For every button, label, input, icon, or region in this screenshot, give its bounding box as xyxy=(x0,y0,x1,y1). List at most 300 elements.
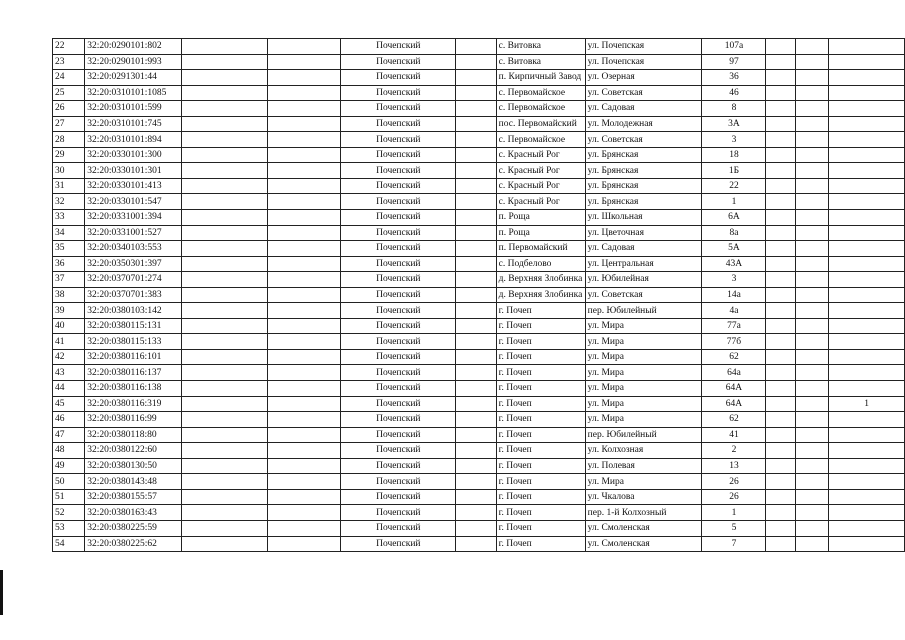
empty-cell xyxy=(182,474,268,490)
empty-cell xyxy=(796,85,829,101)
empty-cell xyxy=(456,101,497,117)
locality: п. Роща xyxy=(496,225,585,241)
flag-cell xyxy=(829,194,905,210)
cadastral-number: 32:20:0350301:397 xyxy=(85,256,182,272)
empty-cell xyxy=(182,536,268,552)
table-row xyxy=(53,412,905,428)
district: Почепский xyxy=(341,458,456,474)
house-number: 64А xyxy=(702,381,766,397)
cadastral-number: 32:20:0380116:138 xyxy=(85,381,182,397)
table-row xyxy=(53,256,905,272)
street: ул. Мира xyxy=(585,318,702,334)
cadastral-number: 32:20:0290101:802 xyxy=(85,39,182,55)
locality: г. Почеп xyxy=(496,349,585,365)
street: ул. Колхозная xyxy=(585,443,702,459)
house-number: 36 xyxy=(702,70,766,86)
flag-cell xyxy=(829,132,905,148)
empty-cell xyxy=(766,396,796,412)
cadastral-number: 32:20:0380143:48 xyxy=(85,474,182,490)
empty-cell xyxy=(796,147,829,163)
empty-cell xyxy=(766,225,796,241)
empty-cell xyxy=(268,39,341,55)
property-table xyxy=(52,38,905,552)
house-number: 8 xyxy=(702,101,766,117)
empty-cell xyxy=(456,272,497,288)
locality: г. Почеп xyxy=(496,474,585,490)
empty-cell xyxy=(268,116,341,132)
cadastral-number: 32:20:0330101:413 xyxy=(85,178,182,194)
empty-cell xyxy=(796,427,829,443)
flag-cell xyxy=(829,427,905,443)
empty-cell xyxy=(796,101,829,117)
locality: с. Первомайское xyxy=(496,101,585,117)
locality: с. Подбелово xyxy=(496,256,585,272)
house-number: 13 xyxy=(702,458,766,474)
empty-cell xyxy=(268,365,341,381)
empty-cell xyxy=(268,349,341,365)
locality: с. Витовка xyxy=(496,39,585,55)
empty-cell xyxy=(796,303,829,319)
row-number: 36 xyxy=(53,256,85,272)
empty-cell xyxy=(796,132,829,148)
house-number: 64А xyxy=(702,396,766,412)
empty-cell xyxy=(766,132,796,148)
empty-cell xyxy=(182,225,268,241)
flag-cell xyxy=(829,412,905,428)
empty-cell xyxy=(796,225,829,241)
row-number: 44 xyxy=(53,381,85,397)
empty-cell xyxy=(796,520,829,536)
street: пер. Юбилейный xyxy=(585,427,702,443)
flag-cell xyxy=(829,536,905,552)
empty-cell xyxy=(766,178,796,194)
empty-cell xyxy=(182,163,268,179)
empty-cell xyxy=(268,536,341,552)
street: ул. Почепская xyxy=(585,39,702,55)
locality: г. Почеп xyxy=(496,318,585,334)
district: Почепский xyxy=(341,365,456,381)
flag-cell xyxy=(829,39,905,55)
flag-cell xyxy=(829,520,905,536)
locality: г. Почеп xyxy=(496,427,585,443)
empty-cell xyxy=(766,349,796,365)
district: Почепский xyxy=(341,147,456,163)
house-number: 41 xyxy=(702,427,766,443)
district: Почепский xyxy=(341,412,456,428)
street: ул. Мира xyxy=(585,381,702,397)
empty-cell xyxy=(182,287,268,303)
empty-cell xyxy=(766,536,796,552)
empty-cell xyxy=(456,287,497,303)
flag-cell xyxy=(829,147,905,163)
empty-cell xyxy=(182,116,268,132)
empty-cell xyxy=(456,116,497,132)
row-number: 49 xyxy=(53,458,85,474)
locality: г. Почеп xyxy=(496,396,585,412)
empty-cell xyxy=(268,381,341,397)
district: Почепский xyxy=(341,225,456,241)
house-number: 26 xyxy=(702,474,766,490)
flag-cell xyxy=(829,381,905,397)
empty-cell xyxy=(796,412,829,428)
empty-cell xyxy=(268,163,341,179)
empty-cell xyxy=(182,427,268,443)
table-row xyxy=(53,132,905,148)
house-number: 77б xyxy=(702,334,766,350)
district: Почепский xyxy=(341,520,456,536)
cadastral-number: 32:20:0330101:300 xyxy=(85,147,182,163)
row-number: 46 xyxy=(53,412,85,428)
cadastral-number: 32:20:0310101:745 xyxy=(85,116,182,132)
locality: с. Красный Рог xyxy=(496,163,585,179)
district: Почепский xyxy=(341,54,456,70)
row-number: 30 xyxy=(53,163,85,179)
street: ул. Юбилейная xyxy=(585,272,702,288)
empty-cell xyxy=(766,318,796,334)
row-number: 38 xyxy=(53,287,85,303)
table-row xyxy=(53,318,905,334)
empty-cell xyxy=(182,85,268,101)
empty-cell xyxy=(268,85,341,101)
empty-cell xyxy=(182,147,268,163)
empty-cell xyxy=(766,39,796,55)
empty-cell xyxy=(456,396,497,412)
empty-cell xyxy=(268,443,341,459)
flag-cell xyxy=(829,318,905,334)
empty-cell xyxy=(456,365,497,381)
cadastral-number: 32:20:0340103:553 xyxy=(85,241,182,257)
empty-cell xyxy=(268,303,341,319)
empty-cell xyxy=(182,101,268,117)
table-row xyxy=(53,85,905,101)
house-number: 2 xyxy=(702,443,766,459)
empty-cell xyxy=(766,147,796,163)
cadastral-number: 32:20:0380116:137 xyxy=(85,365,182,381)
flag-cell xyxy=(829,210,905,226)
locality: г. Почеп xyxy=(496,334,585,350)
row-number: 22 xyxy=(53,39,85,55)
flag-cell xyxy=(829,272,905,288)
locality: г. Почеп xyxy=(496,412,585,428)
empty-cell xyxy=(182,381,268,397)
row-number: 24 xyxy=(53,70,85,86)
row-number: 48 xyxy=(53,443,85,459)
district: Почепский xyxy=(341,287,456,303)
table-row xyxy=(53,443,905,459)
row-number: 35 xyxy=(53,241,85,257)
locality: с. Первомайское xyxy=(496,132,585,148)
street: ул. Смоленская xyxy=(585,520,702,536)
empty-cell xyxy=(766,381,796,397)
empty-cell xyxy=(456,381,497,397)
house-number: 3 xyxy=(702,132,766,148)
house-number: 8а xyxy=(702,225,766,241)
empty-cell xyxy=(796,272,829,288)
flag-cell xyxy=(829,287,905,303)
empty-cell xyxy=(796,349,829,365)
empty-cell xyxy=(182,505,268,521)
district: Почепский xyxy=(341,163,456,179)
table-row xyxy=(53,101,905,117)
district: Почепский xyxy=(341,427,456,443)
empty-cell xyxy=(456,39,497,55)
empty-cell xyxy=(766,163,796,179)
cadastral-number: 32:20:0380155:57 xyxy=(85,489,182,505)
street: ул. Почепская xyxy=(585,54,702,70)
row-number: 54 xyxy=(53,536,85,552)
cadastral-number: 32:20:0380130:50 xyxy=(85,458,182,474)
empty-cell xyxy=(766,412,796,428)
flag-cell xyxy=(829,334,905,350)
cadastral-number: 32:20:0380103:142 xyxy=(85,303,182,319)
empty-cell xyxy=(796,443,829,459)
house-number: 1 xyxy=(702,194,766,210)
street: ул. Мира xyxy=(585,412,702,428)
empty-cell xyxy=(268,318,341,334)
cadastral-number: 32:20:0331001:394 xyxy=(85,210,182,226)
empty-cell xyxy=(182,412,268,428)
house-number: 22 xyxy=(702,178,766,194)
district: Почепский xyxy=(341,396,456,412)
flag-cell xyxy=(829,225,905,241)
street: пер. Юбилейный xyxy=(585,303,702,319)
house-number: 5А xyxy=(702,241,766,257)
locality: с. Первомайское xyxy=(496,85,585,101)
empty-cell xyxy=(268,225,341,241)
empty-cell xyxy=(796,287,829,303)
row-number: 37 xyxy=(53,272,85,288)
locality: г. Почеп xyxy=(496,505,585,521)
flag-cell xyxy=(829,116,905,132)
flag-cell xyxy=(829,178,905,194)
empty-cell xyxy=(268,272,341,288)
cadastral-number: 32:20:0330101:547 xyxy=(85,194,182,210)
table-row xyxy=(53,178,905,194)
empty-cell xyxy=(456,210,497,226)
table-row xyxy=(53,396,905,412)
cadastral-number: 32:20:0310101:599 xyxy=(85,101,182,117)
empty-cell xyxy=(268,396,341,412)
locality: г. Почеп xyxy=(496,489,585,505)
street: ул. Садовая xyxy=(585,101,702,117)
empty-cell xyxy=(766,365,796,381)
empty-cell xyxy=(456,303,497,319)
empty-cell xyxy=(456,536,497,552)
cadastral-number: 32:20:0380118:80 xyxy=(85,427,182,443)
district: Почепский xyxy=(341,334,456,350)
street: ул. Брянская xyxy=(585,178,702,194)
empty-cell xyxy=(766,272,796,288)
empty-cell xyxy=(796,241,829,257)
table-row xyxy=(53,489,905,505)
cadastral-number: 32:20:0330101:301 xyxy=(85,163,182,179)
flag-cell xyxy=(829,163,905,179)
row-number: 34 xyxy=(53,225,85,241)
district: Почепский xyxy=(341,474,456,490)
empty-cell xyxy=(182,132,268,148)
row-number: 39 xyxy=(53,303,85,319)
cadastral-number: 32:20:0370701:383 xyxy=(85,287,182,303)
row-number: 26 xyxy=(53,101,85,117)
street: пер. 1-й Колхозный xyxy=(585,505,702,521)
empty-cell xyxy=(456,241,497,257)
house-number: 18 xyxy=(702,147,766,163)
empty-cell xyxy=(456,474,497,490)
empty-cell xyxy=(268,474,341,490)
cadastral-number: 32:20:0380122:60 xyxy=(85,443,182,459)
street: ул. Мира xyxy=(585,396,702,412)
empty-cell xyxy=(268,241,341,257)
empty-cell xyxy=(182,443,268,459)
empty-cell xyxy=(456,427,497,443)
empty-cell xyxy=(268,520,341,536)
street: ул. Школьная xyxy=(585,210,702,226)
empty-cell xyxy=(456,85,497,101)
flag-cell xyxy=(829,505,905,521)
table-row xyxy=(53,39,905,55)
table-row xyxy=(53,334,905,350)
empty-cell xyxy=(268,334,341,350)
row-number: 41 xyxy=(53,334,85,350)
empty-cell xyxy=(796,381,829,397)
district: Почепский xyxy=(341,303,456,319)
empty-cell xyxy=(268,54,341,70)
cadastral-number: 32:20:0380225:59 xyxy=(85,520,182,536)
row-number: 43 xyxy=(53,365,85,381)
locality: г. Почеп xyxy=(496,458,585,474)
table-row xyxy=(53,303,905,319)
empty-cell xyxy=(766,443,796,459)
street: ул. Советская xyxy=(585,132,702,148)
empty-cell xyxy=(796,396,829,412)
empty-cell xyxy=(766,505,796,521)
empty-cell xyxy=(182,178,268,194)
empty-cell xyxy=(766,101,796,117)
empty-cell xyxy=(456,256,497,272)
table-row xyxy=(53,458,905,474)
empty-cell xyxy=(268,287,341,303)
row-number: 53 xyxy=(53,520,85,536)
street: ул. Брянская xyxy=(585,194,702,210)
empty-cell xyxy=(456,318,497,334)
district: Почепский xyxy=(341,505,456,521)
house-number: 6А xyxy=(702,210,766,226)
row-number: 27 xyxy=(53,116,85,132)
empty-cell xyxy=(268,101,341,117)
street: ул. Брянская xyxy=(585,147,702,163)
row-number: 47 xyxy=(53,427,85,443)
flag-cell xyxy=(829,443,905,459)
locality: пос. Первомайский xyxy=(496,116,585,132)
street: ул. Цветочная xyxy=(585,225,702,241)
empty-cell xyxy=(182,303,268,319)
district: Почепский xyxy=(341,443,456,459)
district: Почепский xyxy=(341,85,456,101)
table-row xyxy=(53,241,905,257)
locality: с. Красный Рог xyxy=(496,194,585,210)
cadastral-number: 32:20:0380163:43 xyxy=(85,505,182,521)
empty-cell xyxy=(182,334,268,350)
empty-cell xyxy=(766,85,796,101)
locality: г. Почеп xyxy=(496,365,585,381)
empty-cell xyxy=(268,132,341,148)
street: ул. Садовая xyxy=(585,241,702,257)
table-row xyxy=(53,536,905,552)
empty-cell xyxy=(766,489,796,505)
table-row xyxy=(53,365,905,381)
row-number: 52 xyxy=(53,505,85,521)
locality: д. Верхняя Злобинка xyxy=(496,272,585,288)
street: ул. Смоленская xyxy=(585,536,702,552)
cadastral-number: 32:20:0380116:319 xyxy=(85,396,182,412)
street: ул. Мира xyxy=(585,334,702,350)
table-row xyxy=(53,70,905,86)
house-number: 5 xyxy=(702,520,766,536)
house-number: 77а xyxy=(702,318,766,334)
cadastral-number: 32:20:0291301:44 xyxy=(85,70,182,86)
street: ул. Советская xyxy=(585,287,702,303)
cadastral-number: 32:20:0380116:99 xyxy=(85,412,182,428)
empty-cell xyxy=(456,349,497,365)
flag-cell xyxy=(829,303,905,319)
district: Почепский xyxy=(341,194,456,210)
house-number: 7 xyxy=(702,536,766,552)
empty-cell xyxy=(182,39,268,55)
empty-cell xyxy=(268,458,341,474)
row-number: 40 xyxy=(53,318,85,334)
flag-cell xyxy=(829,349,905,365)
empty-cell xyxy=(796,54,829,70)
house-number: 3 xyxy=(702,272,766,288)
empty-cell xyxy=(796,505,829,521)
empty-cell xyxy=(268,194,341,210)
locality: г. Почеп xyxy=(496,303,585,319)
locality: с. Красный Рог xyxy=(496,178,585,194)
scan-edge-mark xyxy=(0,570,3,615)
table-row xyxy=(53,520,905,536)
empty-cell xyxy=(182,520,268,536)
cadastral-number: 32:20:0380115:131 xyxy=(85,318,182,334)
district: Почепский xyxy=(341,272,456,288)
empty-cell xyxy=(268,412,341,428)
empty-cell xyxy=(456,412,497,428)
empty-cell xyxy=(182,349,268,365)
flag-cell xyxy=(829,101,905,117)
district: Почепский xyxy=(341,489,456,505)
empty-cell xyxy=(766,116,796,132)
empty-cell xyxy=(182,396,268,412)
cadastral-number: 32:20:0310101:1085 xyxy=(85,85,182,101)
empty-cell xyxy=(796,318,829,334)
empty-cell xyxy=(182,70,268,86)
flag-cell xyxy=(829,256,905,272)
row-number: 31 xyxy=(53,178,85,194)
house-number: 62 xyxy=(702,412,766,428)
empty-cell xyxy=(456,443,497,459)
empty-cell xyxy=(268,147,341,163)
empty-cell xyxy=(796,194,829,210)
table-row xyxy=(53,272,905,288)
locality: д. Верхняя Злобинка xyxy=(496,287,585,303)
empty-cell xyxy=(796,178,829,194)
street: ул. Чкалова xyxy=(585,489,702,505)
street: ул. Озерная xyxy=(585,70,702,86)
empty-cell xyxy=(268,70,341,86)
empty-cell xyxy=(456,520,497,536)
table-row xyxy=(53,210,905,226)
district: Почепский xyxy=(341,210,456,226)
table-row xyxy=(53,194,905,210)
